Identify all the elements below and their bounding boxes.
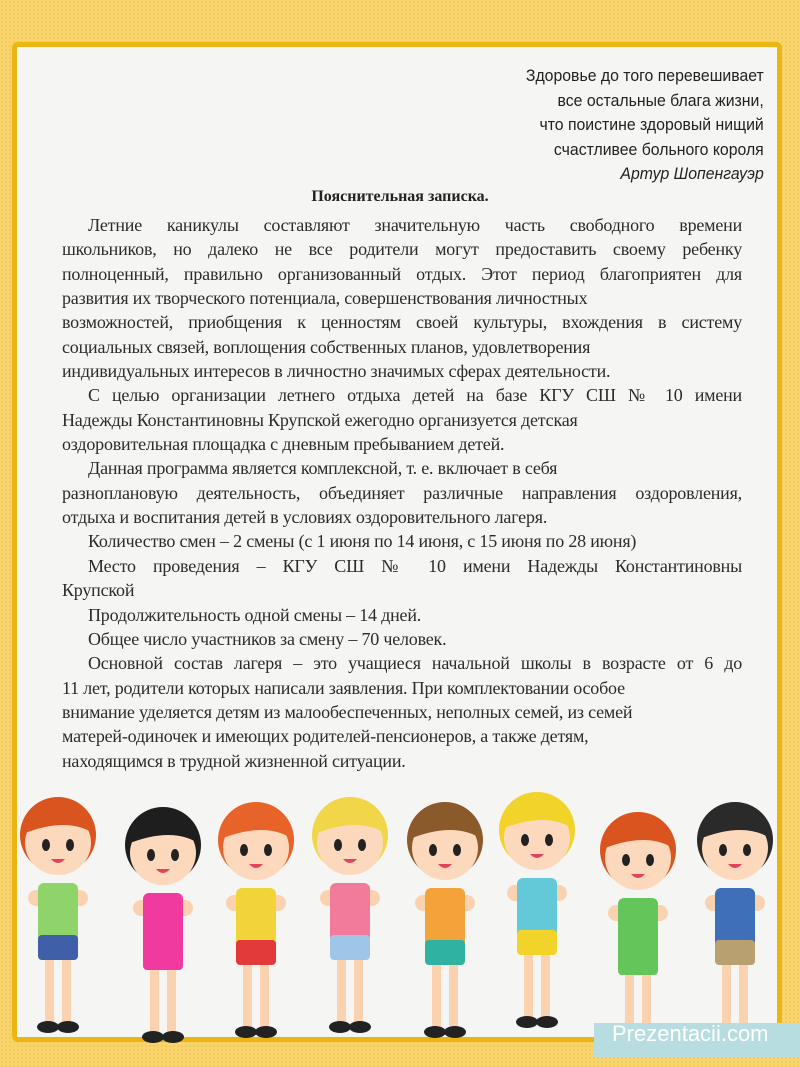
child-shoe (444, 1026, 466, 1038)
child-pants (517, 930, 557, 955)
child-leg (260, 960, 269, 1030)
child-shoe (162, 1031, 184, 1043)
child-shoe (57, 1021, 79, 1033)
text-line: Продолжительность одной смены – 14 дней. (88, 604, 422, 625)
child-shirt (143, 893, 183, 953)
child-leg (243, 960, 252, 1030)
child-pants (330, 935, 370, 960)
child-shirt (618, 898, 658, 958)
text-line: Количество смен – 2 смены (с 1 июня по 14 июня, с 15 июня по 28 июня) (88, 531, 637, 552)
text-line: полноценный, правильно организованный отдых. Этот период благоприятен для (62, 263, 742, 284)
child-eye (171, 849, 179, 861)
child-eye (240, 844, 248, 856)
child-eye (358, 839, 366, 851)
child-shirt (715, 888, 755, 948)
child-pants (38, 935, 78, 960)
child-leg (541, 950, 550, 1020)
child-eye (429, 844, 437, 856)
child-leg (739, 960, 748, 1030)
child-shirt (425, 888, 465, 948)
epigraph-author: Артур Шопенгауэр (620, 164, 764, 183)
child-shoe (424, 1026, 446, 1038)
child-pants (618, 950, 658, 975)
text-line: индивидуальных интересов в личностно значимых сферах деятельности. (62, 361, 611, 382)
child-leg (62, 955, 71, 1025)
watermark: Prezentacii.com (594, 1023, 800, 1057)
child-shirt (517, 878, 557, 938)
child-pants (425, 940, 465, 965)
child-leg (45, 955, 54, 1025)
text-line: Крупской (62, 580, 135, 601)
epigraph-line: Здоровье до того перевешивает (526, 66, 764, 85)
text-line: внимание уделяется детям из малообеспеченных, неполных семей, из семей (62, 701, 633, 722)
child-eye (646, 854, 654, 866)
child-shirt (38, 883, 78, 943)
text-line: 11 лет, родители которых написали заявления. При комплектовании особое (62, 677, 625, 698)
text-line: находящимся в трудной жизненной ситуации. (62, 750, 406, 771)
child-shirt (236, 888, 276, 948)
child-shoe (516, 1016, 538, 1028)
child-leg (524, 950, 533, 1020)
text-line: С целью организации летнего отдыха детей на базе КГУ СШ № 10 имени (88, 385, 742, 406)
text-line: Надежды Константиновны Крупской ежегодно организуется детская (62, 409, 578, 430)
text-line: развития их творческого потенциала, совершенствования личностных (62, 288, 588, 309)
document-title: Пояснительная записка. (311, 188, 489, 205)
child-eye (719, 844, 727, 856)
child-eye (453, 844, 461, 856)
child-shoe (329, 1021, 351, 1033)
text-line: Данная программа является комплексной, т. е. включает в себя (88, 458, 558, 479)
child-leg (150, 965, 159, 1035)
child-leg (354, 955, 363, 1025)
child-eye (334, 839, 342, 851)
text-line: социальных связей, воплощения собственных планов, удовлетворения (62, 336, 591, 357)
child-shoe (235, 1026, 257, 1038)
child-shoe (536, 1016, 558, 1028)
child-eye (743, 844, 751, 856)
child-eye (147, 849, 155, 861)
epigraph (526, 64, 764, 187)
text-line: возможностей, приобщения к ценностям своей культуры, вхождения в систему (62, 312, 742, 333)
text-line: Общее число участников за смену – 70 человек. (88, 628, 447, 649)
text-line: отдыха и воспитания детей в условиях оздоровительного лагеря. (62, 507, 548, 528)
child-leg (167, 965, 176, 1035)
child-leg (432, 960, 441, 1030)
children-illustration (0, 775, 800, 1045)
text-line: школьников, но далеко не все родители могут предоставить своему ребенку (62, 239, 742, 260)
text-line: Основной состав лагеря – это учащиеся начальной школы в возрасте от 6 до (88, 653, 742, 674)
child-shoe (255, 1026, 277, 1038)
child-shoe (349, 1021, 371, 1033)
text-line: разноплановую деятельность, объединяет различные направления оздоровления, (62, 482, 742, 503)
epigraph-line: все остальные блага жизни, (557, 90, 764, 110)
child-eye (42, 839, 50, 851)
child-pants (143, 945, 183, 970)
document-body (62, 213, 742, 773)
child-eye (521, 834, 529, 846)
child-leg (449, 960, 458, 1030)
child-shoe (37, 1021, 59, 1033)
child-shirt (330, 883, 370, 943)
child-leg (337, 955, 346, 1025)
text-line: оздоровительная площадка с дневным пребыванием детей. (62, 434, 505, 455)
child-eye (545, 834, 553, 846)
child-eye (622, 854, 630, 866)
text-line: Место проведения – КГУ СШ № 10 имени Надежды Константиновны (88, 555, 742, 576)
child-eye (264, 844, 272, 856)
child-leg (722, 960, 731, 1030)
epigraph-line: что поистине здоровый нищий (539, 115, 764, 134)
epigraph-line: счастливее больного короля (554, 139, 764, 159)
child-pants (236, 940, 276, 965)
child-shoe (142, 1031, 164, 1043)
child-eye (66, 839, 74, 851)
text-line: матерей-одиночек и имеющих родителей-пенсионеров, а также детям, (62, 726, 589, 747)
text-line: Летние каникулы составляют значительную часть свободного времени (88, 215, 742, 235)
child-pants (715, 940, 755, 965)
